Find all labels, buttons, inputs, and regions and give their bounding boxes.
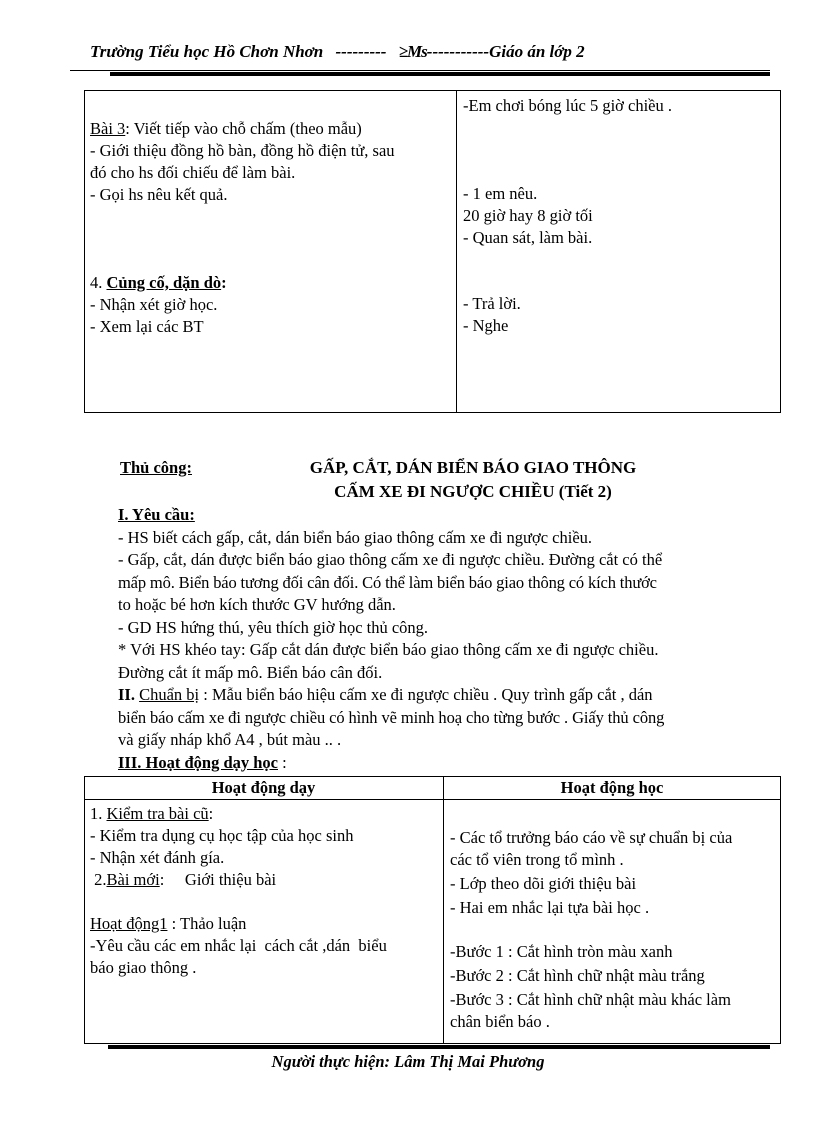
right-line: -Bước 2 : Cắt hình chữ nhật màu trắng <box>450 966 705 985</box>
author-footer: Người thực hiện: Lâm Thị Mai Phương <box>271 1052 545 1071</box>
old-lesson-colon: : <box>208 804 214 823</box>
body-line: biển báo cấm xe đi ngược chiều có hình vẽ minh hoạ cho từng bước . Giấy thủ công <box>118 707 665 727</box>
right-line: các tổ viên trong tổ mình . <box>450 850 624 869</box>
section-number: 4. <box>90 273 107 292</box>
right-line: - 1 em nêu. <box>463 184 538 203</box>
right-line: -Bước 3 : Cắt hình chữ nhật màu khác làm <box>450 990 731 1009</box>
left-line: -Yêu cầu các em nhắc lại cách cắt ,dán biểu <box>90 936 387 955</box>
left-line: - Kiểm tra dụng cụ học tập của học sinh <box>90 826 354 845</box>
header-dashes-1: --------- <box>335 42 387 61</box>
right-line: - Các tổ trưởng báo cáo về sự chuẩn bị của <box>450 828 733 847</box>
table2-column-divider <box>443 776 444 1044</box>
header-dashes-2: ----------- <box>426 42 490 61</box>
school-name: Trường Tiểu học Hồ Chơn Nhơn <box>90 42 324 61</box>
right-line: - Nghe <box>463 316 509 335</box>
preparation-number: II. <box>118 685 140 704</box>
right-line: -Em chơi bóng lúc 5 giờ chiều . <box>463 96 672 115</box>
lesson-title-line-1: GẤP, CẮT, DÁN BIỂN BÁO GIAO THÔNG <box>309 458 637 477</box>
left-line: - Giới thiệu đồng hồ bàn, đồng hồ điện tử, sau <box>90 141 395 160</box>
grade-label: Giáo án lớp 2 <box>489 42 585 61</box>
activity-1-text: : Thảo luận <box>167 914 247 933</box>
left-line: - Gọi hs nêu kết quả. <box>90 185 228 204</box>
right-line: 20 giờ hay 8 giờ tối <box>463 206 593 225</box>
body-line: - Gấp, cắt, dán được biển báo giao thông cấm xe đi ngược chiều. Đường cắt có thể <box>118 550 663 569</box>
body-line: - HS biết cách gấp, cắt, dán biển báo giao thông cấm xe đi ngược chiều. <box>118 527 593 547</box>
right-line: - Lớp theo dõi giới thiệu bài <box>450 874 637 893</box>
right-line: -Bước 1 : Cắt hình tròn màu xanh <box>450 942 673 961</box>
subject-label: Thủ công: <box>120 458 192 477</box>
exercise-3-label: Bài 3 <box>90 119 126 138</box>
right-line: chân biển báo . <box>450 1012 550 1031</box>
right-line: - Quan sát, làm bài. <box>463 228 593 247</box>
old-lesson-label: Kiểm tra bài cũ <box>106 804 209 823</box>
body-line: * Với HS khéo tay: Gấp cắt dán được biển báo giao thông cấm xe đi ngược chiều. <box>118 640 659 659</box>
body-line: - GD HS hứng thú, yêu thích giờ học thủ công. <box>118 617 429 637</box>
lesson-body <box>118 504 763 774</box>
table1-column-divider <box>456 90 457 413</box>
exercise-3-text: : Viết tiếp vào chỗ chấm (theo mẫu) <box>125 119 362 138</box>
left-line: báo giao thông . <box>90 958 197 977</box>
requirements-heading: I. Yêu cầu: <box>118 505 195 524</box>
body-line: mấp mô. Biển báo tương đối cân đối. Có thể làm biển báo giao thông có kích thước <box>118 572 657 592</box>
header-rule-thick <box>110 72 770 76</box>
left-line: - Nhận xét giờ học. <box>90 295 218 314</box>
page-header <box>90 42 770 62</box>
table2-left-cell <box>90 803 440 979</box>
footer-rule-thick <box>108 1045 770 1049</box>
step-number: 1. <box>90 804 107 823</box>
left-line: - Nhận xét đánh gía. <box>90 848 225 867</box>
left-line: - Xem lại các BT <box>90 317 204 336</box>
activities-colon: : <box>278 752 287 772</box>
lesson-title-line-2: CẤM XE ĐI NGƯỢC CHIỀU (Tiết 2) <box>334 482 612 501</box>
preparation-text: : Mẫu biển báo hiệu cấm xe đi ngược chiều . Quy trình gấp cắt , dán <box>199 685 653 704</box>
step-number: 2. <box>90 870 107 889</box>
table1-left-cell <box>90 118 450 338</box>
body-line: to hoặc bé hơn kích thước GV hướng dẫn. <box>118 595 396 614</box>
table2-right-cell <box>450 827 778 1033</box>
activities-heading: III. Hoạt động dạy học <box>118 752 278 772</box>
right-line: - Trả lời. <box>463 294 521 313</box>
body-line: và giấy nháp khổ A4 , bút màu .. . <box>118 730 342 749</box>
teaching-activity-header: Hoạt động dạy <box>211 778 316 797</box>
table2-header-divider <box>84 799 781 800</box>
left-line: đó cho hs đối chiếu để làm bài. <box>90 163 296 182</box>
logo-mark: ≥Ms <box>398 42 427 61</box>
header-rule-thin <box>70 70 770 71</box>
section-colon: : <box>221 273 227 292</box>
table1-right-cell <box>463 95 775 337</box>
right-line: - Hai em nhắc lại tựa bài học . <box>450 898 650 917</box>
new-lesson-text: : Giới thiệu bài <box>159 870 277 889</box>
section-title: Củng cố, dặn dò <box>106 273 222 292</box>
new-lesson-label: Bài mới <box>106 870 160 889</box>
learning-activity-header: Hoạt động học <box>560 778 664 797</box>
preparation-label: Chuẩn bị <box>139 685 200 704</box>
body-line: Đường cắt ít mấp mô. Biển báo cân đối. <box>118 662 383 682</box>
activity-1-label: Hoạt động1 <box>90 914 168 933</box>
